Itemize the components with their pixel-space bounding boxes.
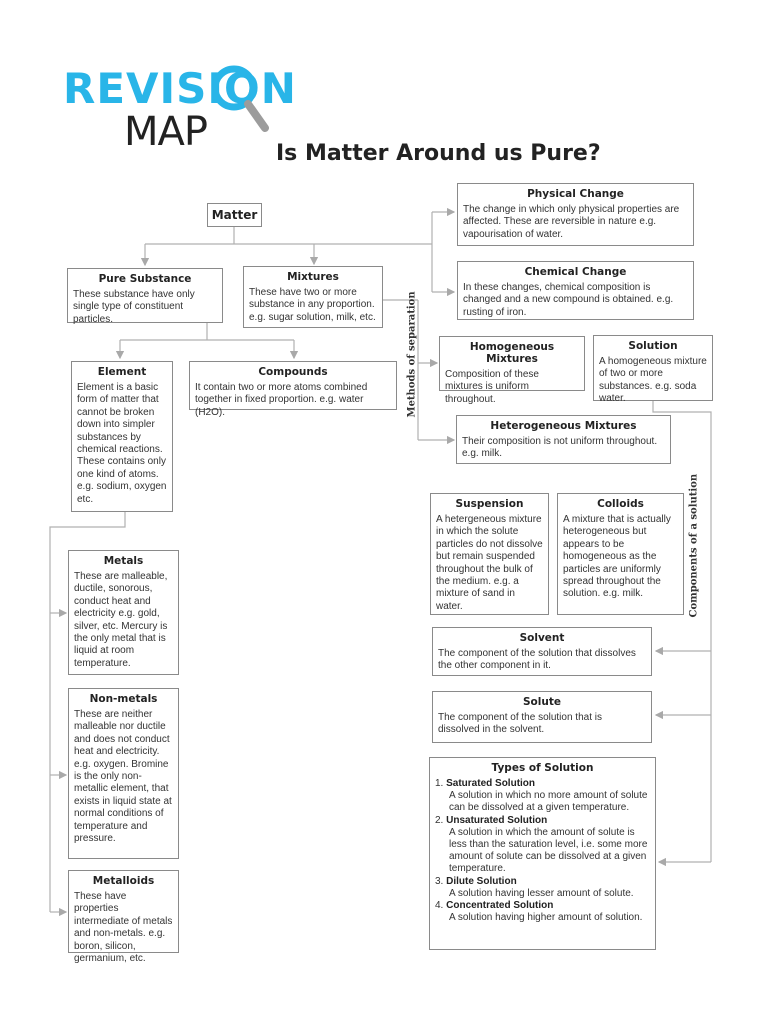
solvent-heading: Solvent	[519, 632, 565, 644]
solute-heading: Solute	[523, 696, 561, 708]
solute-box	[432, 691, 652, 743]
item-name: Concentrated Solution	[446, 900, 554, 912]
nonmetals-box	[68, 688, 179, 859]
logo-map: MAP	[124, 109, 207, 155]
mixtures-heading: Mixtures	[287, 271, 339, 283]
solution-type-item	[435, 900, 650, 924]
logo-revision: REVISION	[63, 64, 297, 113]
suspension-box	[430, 493, 549, 615]
matter-box	[207, 203, 262, 227]
homogeneous-mixtures-text: Composition of these mixtures is uniform throughout.	[445, 369, 539, 405]
suspension-text: A hetergeneous mixture in which the solute particles do not dissolve but remain suspended throughout the bulk of the medium. e.g. a mixture of sand in water.	[436, 514, 543, 612]
item-name: Unsaturated Solution	[446, 814, 548, 826]
pure-substance-heading: Pure Substance	[98, 273, 192, 285]
compounds-box	[189, 361, 397, 418]
physical-change-text: The change in which only physical properties are affected. These are reversible in nature e.g. vapourisation of water.	[463, 204, 680, 240]
heterogeneous-mixtures-box	[456, 415, 671, 464]
item-description: A solution having lesser amount of solute.	[449, 887, 634, 899]
colloids-text: A mixture that is actually heterogeneous but appears to be homogeneous as the particles are uniformly spread throughout the solution. e.g. milk.	[563, 514, 671, 600]
components-of-solution-label: Components of a solution	[688, 473, 700, 618]
types-of-solution-heading: Types of Solution	[491, 762, 594, 774]
homogeneous-mixtures-box	[439, 336, 585, 405]
element-heading: Element	[97, 366, 147, 378]
page-title: Is Matter Around us Pure?	[276, 141, 601, 166]
colloids-box	[557, 493, 684, 615]
solution-type-item	[435, 876, 650, 900]
mixtures-box	[243, 266, 383, 328]
solvent-box	[432, 627, 652, 676]
metals-box	[68, 550, 179, 675]
solvent-text: The component of the solution that dissolves the other component in it.	[438, 648, 636, 672]
physical-change-heading: Physical Change	[527, 188, 624, 200]
mixtures-text: These have two or more substance in any proportion. e.g. sugar solution, milk, etc.	[249, 287, 376, 323]
item-name: Saturated Solution	[446, 778, 536, 789]
item-number: 3.	[435, 875, 444, 887]
pure-substance-text: These substance have only single type of constituent particles.	[73, 289, 195, 325]
chemical-change-text: In these changes, chemical composition is changed and a new compound is obtained. e.g. rusting of iron.	[463, 282, 674, 318]
item-number: 2.	[435, 814, 444, 826]
solute-text: The component of the solution that is dissolved in the solvent.	[438, 712, 602, 736]
suspension-heading: Suspension	[455, 498, 524, 510]
element-text: Element is a basic form of matter that cannot be broken down into simpler substances by chemical reactions. These contains only one kind of atoms. e.g. sodium, oxygen etc.	[77, 382, 167, 505]
heterogeneous-mixtures-heading: Heterogeneous Mixtures	[490, 420, 637, 432]
metalloids-heading: Metalloids	[92, 875, 155, 887]
item-description: A solution having higher amount of solution.	[449, 912, 643, 924]
nonmetals-text: These are neither malleable nor ductile and does not conduct heat and electricity. e.g. oxygen. Bromine is the only non-metallic element, that exists in liquid state at normal conditions of temperature and pressure.	[74, 709, 172, 845]
methods-of-separation-label: Methods of separation	[406, 291, 418, 418]
heterogeneous-mixtures-text: Their composition is not uniform throughout. e.g. milk.	[462, 436, 658, 460]
solution-type-item	[435, 815, 650, 876]
compounds-heading: Compounds	[258, 366, 328, 378]
compounds-text: It contain two or more atoms combined together in fixed proportion. e.g. water (H2O).	[195, 382, 368, 418]
chemical-change-heading: Chemical Change	[524, 266, 627, 278]
item-name: Dilute Solution	[446, 875, 517, 887]
solution-heading: Solution	[628, 340, 678, 352]
nonmetals-heading: Non-metals	[89, 693, 158, 705]
magnifier-icon	[210, 64, 276, 136]
types-of-solution-list	[435, 778, 650, 924]
metalloids-box	[68, 870, 179, 965]
metalloids-text: These have properties intermediate of metals and non-metals. e.g. boron, silicon, germanium, etc.	[74, 891, 173, 965]
solution-type-item	[435, 778, 650, 815]
matter-label: Matter	[211, 208, 258, 222]
item-number: 4.	[435, 900, 444, 912]
solution-text: A homogeneous mixture of two or more substances. e.g. soda water.	[599, 356, 707, 405]
colloids-heading: Colloids	[597, 498, 644, 510]
item-description: A solution in which no more amount of solute can be dissolved at a given temperature.	[449, 790, 648, 814]
homogeneous-mixtures-heading: Homogeneous Mixtures	[469, 341, 555, 365]
metals-heading: Metals	[103, 555, 144, 567]
types-of-solution-box	[429, 757, 656, 950]
chemical-change-box	[457, 261, 694, 320]
item-number: 1.	[435, 778, 444, 789]
physical-change-box	[457, 183, 694, 246]
pure-substance-box	[67, 268, 223, 323]
element-box	[71, 361, 173, 512]
solution-box	[593, 335, 713, 405]
metals-text: These are malleable, ductile, sonorous, conduct heat and electricity e.g. gold, silver, etc. Mercury is the only metal that is liquid at room temperature.	[74, 571, 168, 669]
item-description: A solution in which the amount of solute is less than the saturation level, i.e. some more amount of solute can be dissolved at a given temperature.	[449, 826, 648, 875]
